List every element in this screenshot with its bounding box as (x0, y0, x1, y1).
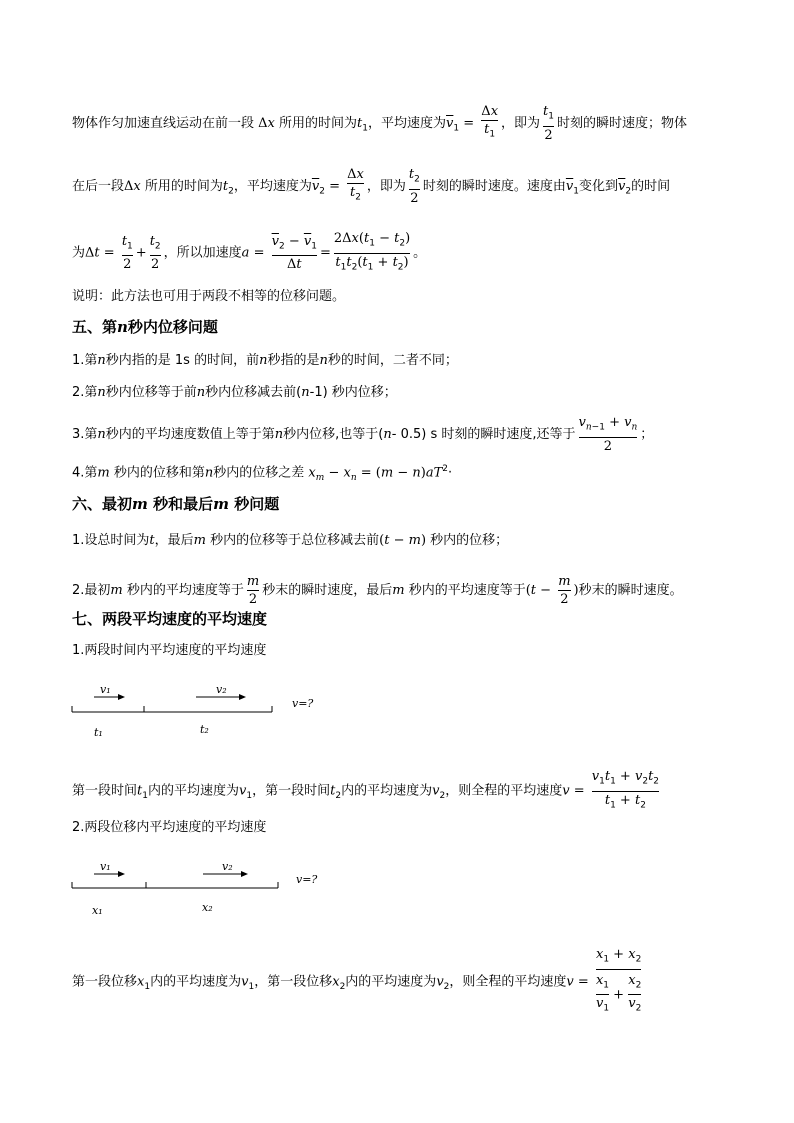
paragraph-line-2: 在后一段Δx 所用的时间为$t_2$，平均速度为$\overline{v}_2$ = $\frac{\Delta x}{t_2}$ ，即为 $\frac{t_2}{2}$ 时刻的瞬时速度。速度由$\overline{v}_1$变化到$\overline{v}_2$的时间 (72, 167, 671, 206)
displacement-average-formula-line: 第一段位移$x_1$内的平均速度为$v_1$，第一段位移$x_2$内的平均速度为$v_2$，则全程的平均速度v = $x_1 + x_2$ $\frac{x_1}{v_1}$ + $\frac{x_2}{v_2}$ (72, 946, 644, 1018)
segment-1-label: x₁ (92, 904, 103, 917)
section-5-item-2: 2.第n秒内位移等于前n秒内位移减去前(n-1) 秒内位移； (72, 385, 397, 400)
unknown-velocity-label: v=? (292, 697, 314, 710)
section-6-heading: 六、最初m 秒和最后m 秒问题 (72, 495, 280, 513)
section-7-heading: 七、两段平均速度的平均速度 (72, 610, 268, 628)
section-5-item-3: 3.第n秒内的平均速度数值上等于第n秒内位移,也等于(n- 0.5) s 时刻的瞬时速度,还等于 $\frac{v_{n-1} + v_n}{2}$ ； (72, 415, 654, 454)
displacement-segment-diagram (66, 852, 336, 922)
section-7-subheading-1: 1.两段时间内平均速度的平均速度 (72, 643, 267, 658)
time-segment-diagram (66, 676, 326, 746)
paragraph-line-3: 为Δt = $\frac{t_1}{2}$ + $\frac{t_2}{2}$ ，所以加速度a = $\frac{\overline{v}_2 - \overline{v}_1}{\Delta t}$ = $\frac{2\Delta x(t_1 - t_2)}{t_1t_2(t_1 + t_2)}$ 。 (72, 230, 426, 276)
fraction: $\frac{\Delta x}{t_1}$ (481, 103, 498, 144)
section-5-heading: 五、第n秒内位移问题 (72, 318, 218, 336)
section-5-item-4: 4.第m 秒内的位移和第n秒内的位移之差 $x_m - x_n = (m - n)aT^2\cdot$ (72, 464, 453, 483)
note-text: 说明：此方法也可用于两段不相等的位移问题。 (72, 289, 346, 304)
section-6-item-2: 2.最初m 秒内的平均速度等于 $\frac{m}{2}$ 秒末的瞬时速度，最后m 秒内的平均速度等于(t − $\frac{m}{2}$ )秒末的瞬时速度。 (72, 574, 683, 607)
velocity-1-label: v₁ (100, 683, 111, 696)
velocity-2-label: v₂ (216, 683, 227, 696)
section-5-item-1: 1.第n秒内指的是 1s 的时间，前n秒指的是n秒的时间，二者不同； (72, 353, 458, 368)
paragraph-line-1: 物体作匀加速直线运动在前一段 Δx 所用的时间为$t_1$，平均速度为$\overline{v}_1$ = $\frac{\Delta x}{t_1}$ ，即为 $\frac{t_1}{2}$ 时刻的瞬时速度；物体 (72, 104, 688, 143)
segment-2-label: x₂ (202, 901, 213, 914)
unknown-velocity-label: v=? (296, 873, 318, 886)
fraction: $\frac{t_1}{2}$ (543, 104, 555, 143)
velocity-1-label: v₁ (100, 860, 111, 873)
segment-2-label: t₂ (200, 723, 209, 736)
velocity-2-label: v₂ (222, 860, 233, 873)
fraction: $\frac{t_2}{2}$ (408, 167, 420, 206)
fraction: $\frac{\Delta x}{t_2}$ (347, 166, 364, 207)
section-7-subheading-2: 2.两段位移内平均速度的平均速度 (72, 820, 267, 835)
time-average-formula-line: 第一段时间$t_1$内的平均速度为$v_1$，第一段时间$t_2$内的平均速度为$v_2$，则全程的平均速度v = $\frac{v_1t_1 + v_2t_2}{t_1 + t_2}$ (72, 768, 662, 814)
segment-1-label: t₁ (94, 726, 103, 739)
section-6-item-1: 1.设总时间为t，最后m 秒内的位移等于总位移减去前(t − m) 秒内的位移； (72, 533, 509, 548)
